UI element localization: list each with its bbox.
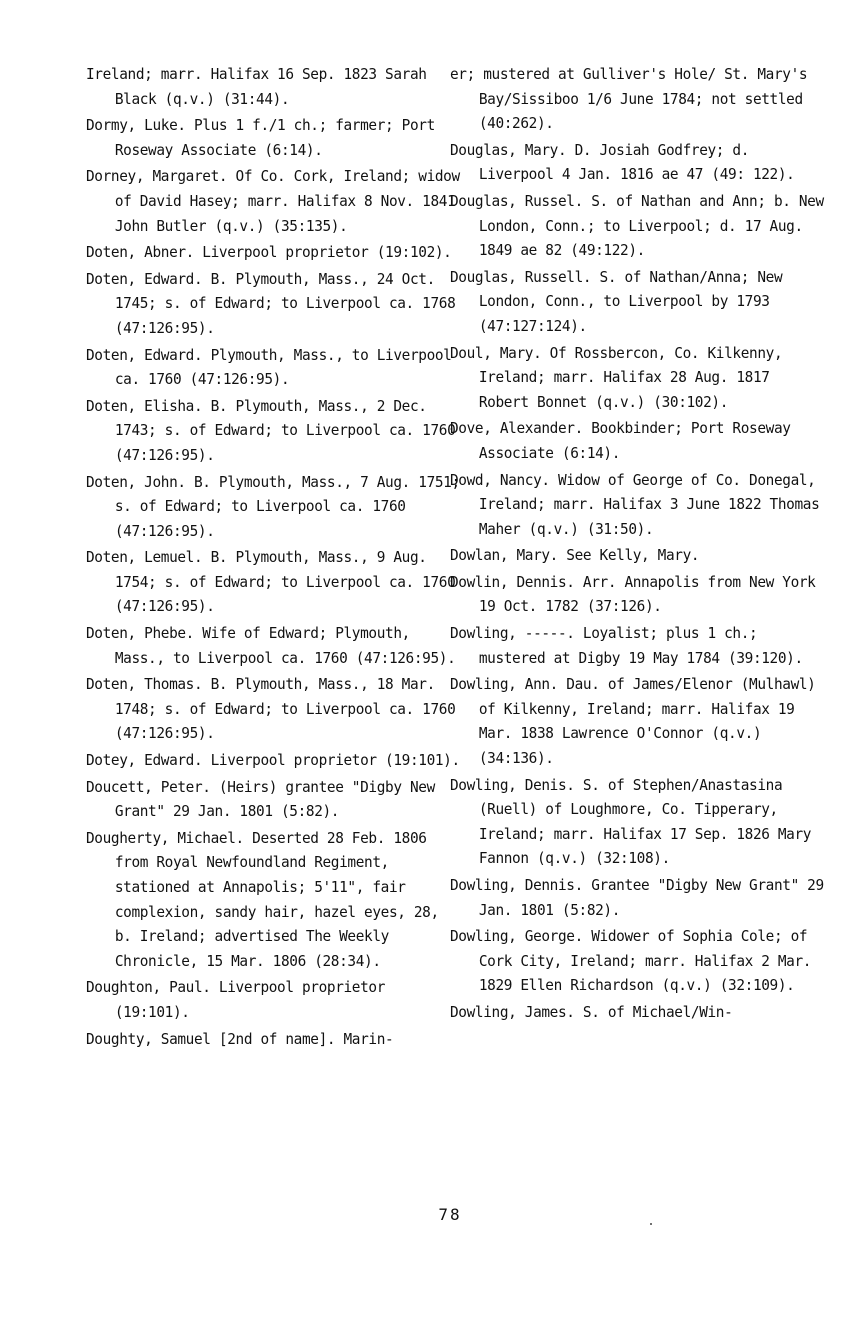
entry: Dorney, Margaret. Of Co. Cork, Ireland; widow of David Hasey; marr. Halifax 8 Nov. 1841 John Butler (q.v.) (35:135). <box>86 167 460 235</box>
entry: Dowlan, Mary. See Kelly, Mary. <box>450 546 700 565</box>
entry: Dowling, Dennis. Grantee "Digby New Grant" 29 Jan. 1801 (5:82). <box>450 876 824 919</box>
entry: Douglas, Mary. D. Josiah Godfrey; d. Liverpool 4 Jan. 1816 ae 47 (49: 122). <box>450 140 795 184</box>
entry: Dowlin, Dennis. Arr. Annapolis from New York 19 Oct. 1782 (37:126). <box>450 572 816 616</box>
entry: Doten, John. B. Plymouth, Mass., 7 Aug. 1751; s. of Edward; to Liverpool ca. 1760 (47:126:95). <box>86 472 460 540</box>
entry: Dotey, Edward. Liverpool proprietor (19:101). <box>86 751 460 770</box>
entry: Doten, Phebe. Wife of Edward; Plymouth, Mass., to Liverpool ca. 1760 (47:126:95). <box>86 624 456 667</box>
entry: Doten, Edward. B. Plymouth, Mass., 24 Oct. 1745; s. of Edward; to Liverpool ca. 1768 (47:126:95). <box>86 269 456 337</box>
entry: er; mustered at Gulliver's Hole/ St. Mary's Bay/Sissiboo 1/6 June 1784; not settled (40:262). <box>450 65 808 133</box>
entry: Doucett, Peter. (Heirs) grantee "Digby New Grant" 29 Jan. 1801 (5:82). <box>86 777 435 821</box>
entry: Doten, Abner. Liverpool proprietor (19:102). <box>86 243 452 262</box>
entry: Dowling, Ann. Dau. of James/Elenor (Mulhawl) of Kilkenny, Ireland; marr. Halifax 19 Mar. 1838 Lawrence O'Connor (q.v.) (34:136). <box>450 675 816 768</box>
entry: Dowling, Denis. S. of Stephen/Anastasina (Ruell) of Loughmore, Co. Tipperary, Ireland; marr. Halifax 17 Sep. 1826 Mary Fannon (q.v.) (32:108). <box>450 775 812 868</box>
page-number: 78 <box>438 1205 462 1224</box>
entry: Doten, Lemuel. B. Plymouth, Mass., 9 Aug. 1754; s. of Edward; to Liverpool ca. 1760 (47:126:95). <box>86 548 456 616</box>
entry: Douglas, Russel. S. of Nathan and Ann; b. New London, Conn.; to Liverpool; d. 17 Aug. 1849 ae 82 (49:122). <box>450 191 824 260</box>
entry: Dowd, Nancy. Widow of George of Co. Donegal, Ireland; marr. Halifax 3 June 1822 Thomas Maher (q.v.) (31:50). <box>450 470 820 538</box>
entry: Ireland; marr. Halifax 16 Sep. 1823 Sarah Black (q.v.) (31:44). <box>86 65 427 108</box>
entry: Douglas, Russell. S. of Nathan/Anna; New London, Conn., to Liverpool by 1793 (47:127:124). <box>450 267 783 335</box>
entry: Dormy, Luke. Plus 1 f./1 ch.; farmer; Port Roseway Associate (6:14). <box>86 116 435 159</box>
entry: Dove, Alexander. Bookbinder; Port Roseway Associate (6:14). <box>450 419 791 462</box>
left-column <box>86 62 460 1053</box>
entry: Dougherty, Michael. Deserted 28 Feb. 1806 from Royal Newfoundland Regiment, stationed at Annapolis; 5'11", fair complexion, sandy hair, hazel eyes, 28, b. Ireland; advertised The Weekly Chronicle, 15 Mar. 1806 (28:34). <box>86 828 439 970</box>
entry: Doughton, Paul. Liverpool proprietor (19:101). <box>86 978 386 1021</box>
entry: Dowling, George. Widower of Sophia Cole; of Cork City, Ireland; marr. Halifax 2 Mar. 1829 Ellen Richardson (q.v.) (32:109). <box>450 927 812 995</box>
stray-mark <box>650 1223 652 1225</box>
entry: Doul, Mary. Of Rossbercon, Co. Kilkenny, Ireland; marr. Halifax 28 Aug. 1817 Robert Bonnet (q.v.) (30:102). <box>450 343 783 411</box>
entry: Doten, Elisha. B. Plymouth, Mass., 2 Dec. 1743; s. of Edward; to Liverpool ca. 1760 (47:126:95). <box>86 396 456 464</box>
entry: Dowling, -----. Loyalist; plus 1 ch.; mustered at Digby 19 May 1784 (39:120). <box>450 624 803 667</box>
entry: Dowling, James. S. of Michael/Win- <box>450 1002 733 1021</box>
entry: Doten, Thomas. B. Plymouth, Mass., 18 Mar. 1748; s. of Edward; to Liverpool ca. 1760 (47:126:95). <box>86 675 456 743</box>
entry: Doten, Edward. Plymouth, Mass., to Liverpool ca. 1760 (47:126:95). <box>86 345 452 389</box>
right-column <box>450 62 824 1027</box>
entry: Doughty, Samuel [2nd of name]. Marin- <box>86 1029 394 1048</box>
